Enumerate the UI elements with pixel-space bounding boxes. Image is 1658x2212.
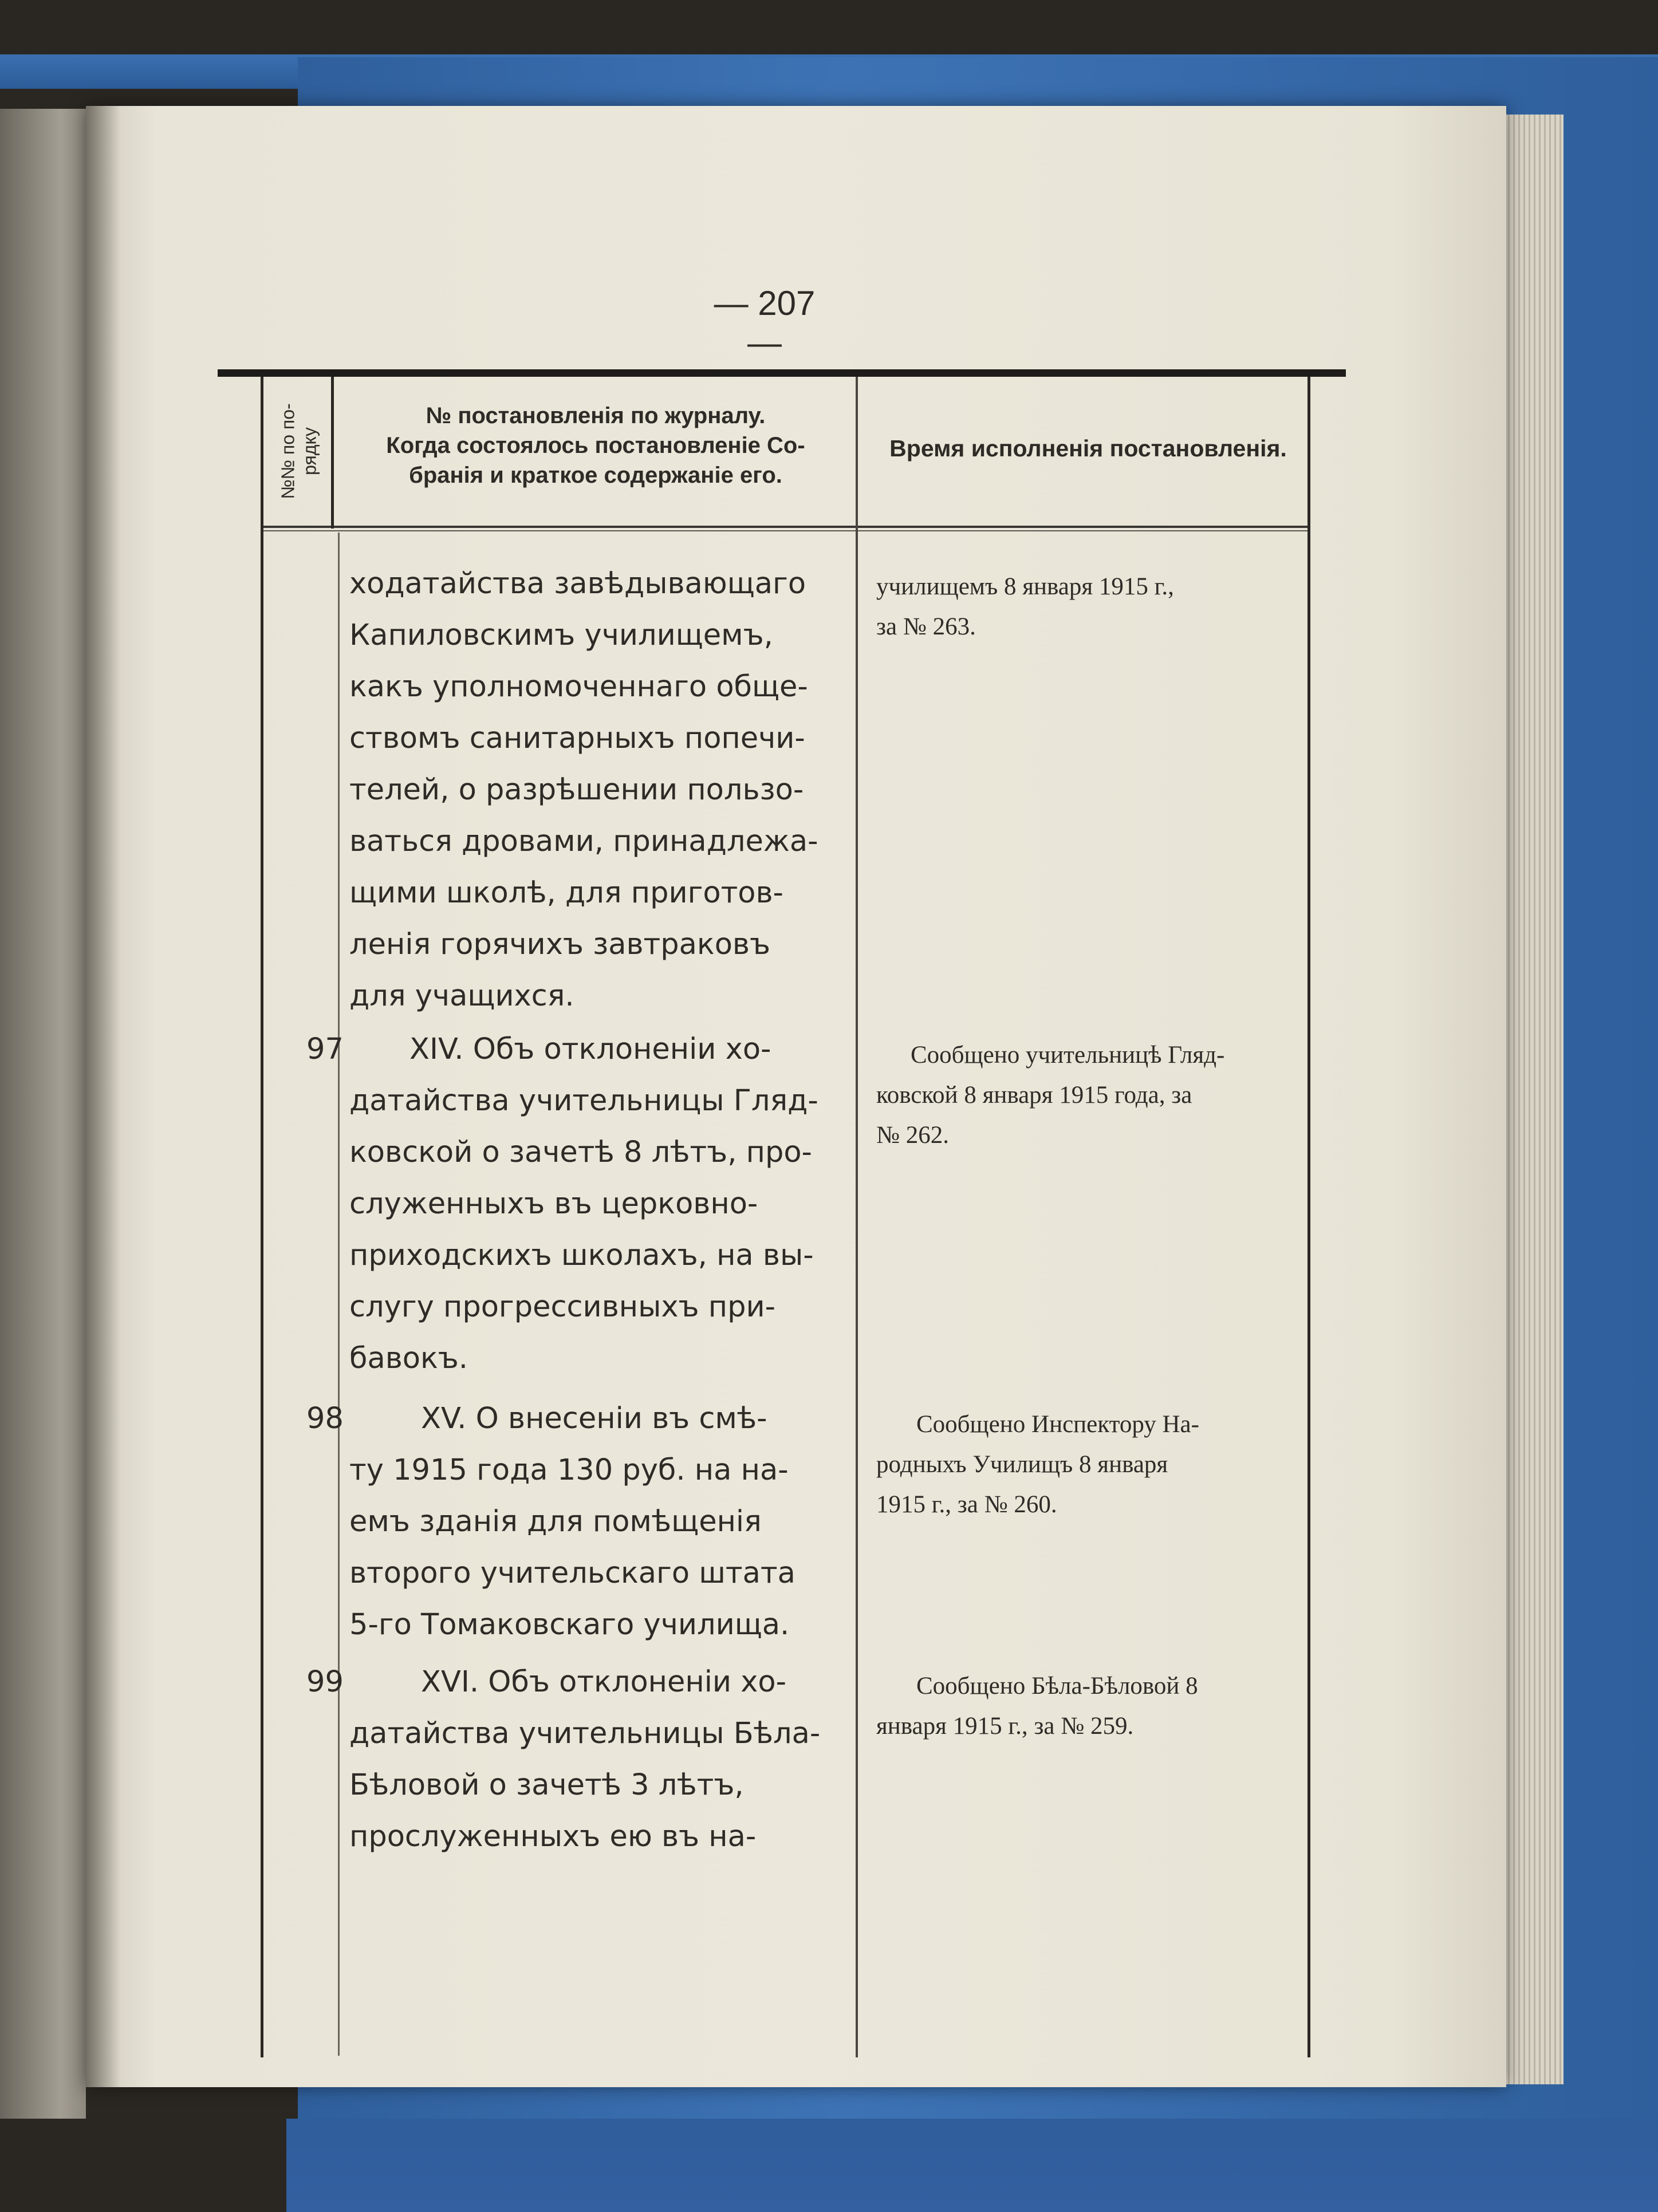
column-divider-execution (856, 377, 858, 2057)
entry-text-line: ваться дровами, принадлежа- (349, 825, 818, 858)
header-resolution-line: Когда состоялось постановленіе Со- (386, 433, 805, 458)
execution-text-line: училищемъ 8 января 1915 г., (876, 573, 1174, 600)
entry-text-line: прослуженныхъ ею въ на- (349, 1820, 757, 1854)
entry-text-line: Капиловскимъ училищемъ, (349, 618, 773, 652)
execution-text-line: Сообщено Инспектору На- (916, 1411, 1199, 1438)
entry-number: 98 (306, 1402, 344, 1436)
entry-text-line: бавокъ. (349, 1342, 468, 1375)
table-left-border (261, 377, 263, 2057)
table-header-rule-secondary (261, 530, 1309, 531)
header-resolution-line: № постановленія по журналу. (426, 403, 766, 428)
page-gutter-shadow (86, 106, 120, 2087)
entry-number: 99 (306, 1665, 344, 1699)
entry-text-line: слугу прогрессивныхъ при- (349, 1290, 776, 1324)
book-cover-bottom (286, 2119, 1658, 2212)
entry-text-line: датайства учительницы Гляд- (349, 1084, 818, 1118)
table-right-border (1308, 377, 1310, 2057)
entry-text-line: второго учительскаго штата (349, 1556, 795, 1590)
entry-text-line: ствомъ санитарныхъ попечи- (349, 721, 805, 755)
header-resolution-column (344, 401, 848, 490)
entry-text-line: датайства учительницы Бѣла- (349, 1717, 821, 1750)
execution-text-line: 1915 г., за № 260. (876, 1491, 1057, 1518)
entry-text-line: XIV. Объ отклоненіи хо- (409, 1032, 771, 1066)
execution-text-line: ковской 8 января 1915 года, за (876, 1082, 1192, 1109)
entry-text-line: емъ зданія для помѣщенія (349, 1505, 762, 1539)
entry-text-line: какъ уполномоченнаго обще- (349, 670, 808, 704)
page-number: — 207 — (714, 284, 816, 362)
entry-text-line: щими школѣ, для приготов- (349, 876, 783, 910)
execution-text-line: за № 263. (876, 613, 976, 640)
entry-text-line: телей, о разрѣшении пользо- (349, 773, 804, 807)
entry-text-line: служенныхъ въ церковно- (349, 1187, 758, 1221)
entry-text-line: XVI. Объ отклоненіи хо- (421, 1665, 787, 1699)
left-page-edge (0, 109, 86, 2119)
entry-text-line: приходскихъ школахъ, на вы- (349, 1239, 814, 1272)
entry-text-line: XV. О внесеніи въ смѣ- (421, 1402, 767, 1436)
header-number-label: №№ по по- рядку (278, 403, 320, 499)
execution-text-line: родныхъ Училищъ 8 января (876, 1451, 1168, 1478)
table-top-rule (218, 369, 1346, 377)
entry-text-line: ходатайства завѣдывающаго (349, 567, 806, 601)
header-resolution-line: бранія и краткое содержаніе его. (409, 463, 782, 488)
entry-text-line: ту 1915 года 130 руб. на на- (349, 1453, 789, 1487)
entry-text-line: ленія горячихъ завтраковъ (349, 928, 770, 961)
entry-text-line: 5-го Томаковскаго училища. (349, 1608, 790, 1642)
entry-text-line: Бѣловой о зачетѣ 3 лѣтъ, (349, 1768, 744, 1802)
column-divider-middle (338, 533, 340, 2056)
entry-text-line: для учащихся. (349, 979, 574, 1013)
entry-text-line: ковской о зачетѣ 8 лѣтъ, про- (349, 1135, 812, 1169)
execution-text-line: января 1915 г., за № 259. (876, 1713, 1134, 1740)
execution-text-line: № 262. (876, 1122, 950, 1149)
execution-text-line: Сообщено учительницѣ Гляд- (911, 1042, 1225, 1068)
header-number-column (268, 383, 330, 520)
column-divider-number (331, 377, 334, 529)
entry-number: 97 (306, 1032, 344, 1066)
execution-text-line: Сообщено Бѣла-Бѣловой 8 (916, 1673, 1198, 1700)
table-header-rule (261, 526, 1309, 528)
header-execution-column: Время исполненія постановленія. (889, 435, 1287, 462)
